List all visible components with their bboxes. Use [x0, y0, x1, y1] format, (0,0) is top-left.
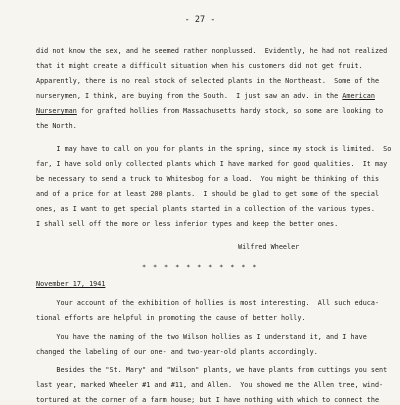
section-separator: * * * * * * * * * * * [142, 263, 258, 271]
text-line: Your account of the exhibition of hollies is most interesting. All such educa- [36, 299, 380, 307]
text-span: nurserymen, I think, are buying from the South. I just saw an adv. in the [36, 92, 343, 100]
signature: Wilfred Wheeler [238, 243, 300, 251]
text-line: tortured at the corner of a farm house; but I have nothing with which to connect the [36, 396, 380, 404]
publication-title-cont: Nurseryman [36, 107, 77, 115]
text-line: did not know the sex, and he seemed rather nonplussed. Evidently, he had not realized [36, 47, 388, 55]
text-line-with-title [36, 107, 383, 116]
text-line: far, I have sold only collected plants which I have marked for good qualities. It may [36, 160, 388, 168]
text-line: I may have to call on you for plants in the spring, since my stock is limited. So [36, 145, 392, 153]
text-line: and of a price for at least 200 plants. I should be glad to get some of the special [36, 190, 380, 198]
text-line: tional efforts are helpful in promoting the cause of better holly. [36, 314, 306, 322]
text-line: the North. [36, 122, 77, 130]
letter-date: November 17, 1941 [36, 280, 106, 288]
text-span: for grafted hollies from Massachusetts hardy stock, so some are looking to [76, 107, 384, 115]
text-line: You have the naming of the two Wilson hollies as I understand it, and I have [36, 333, 367, 341]
text-line: Besides the "St. Mary" and "Wilson" plants, we have plants from cuttings you sent [36, 366, 388, 374]
text-line: I shall sell off the more or less inferior types and keep the better ones. [36, 220, 339, 228]
text-line: changed the labeling of our one- and two-year-old plants accordingly. [36, 348, 318, 356]
publication-title: American [342, 92, 375, 100]
text-line: that it might create a difficult situation when his customers did not get fruit. [36, 62, 363, 70]
text-line: Apparently, there is no real stock of selected plants in the Northeast. Some of the [36, 77, 380, 85]
page-number: - 27 - [184, 15, 216, 25]
text-line-with-title [36, 92, 375, 101]
text-line: be necessary to send a truck to Whitesbog for a load. You might be thinking of this [36, 175, 380, 183]
text-line: ones, as I want to get special plants started in a collection of the various types. [36, 205, 375, 213]
text-line: last year, marked Wheeler #1 and #11, and Allen. You showed me the Allen tree, wind- [36, 381, 384, 389]
